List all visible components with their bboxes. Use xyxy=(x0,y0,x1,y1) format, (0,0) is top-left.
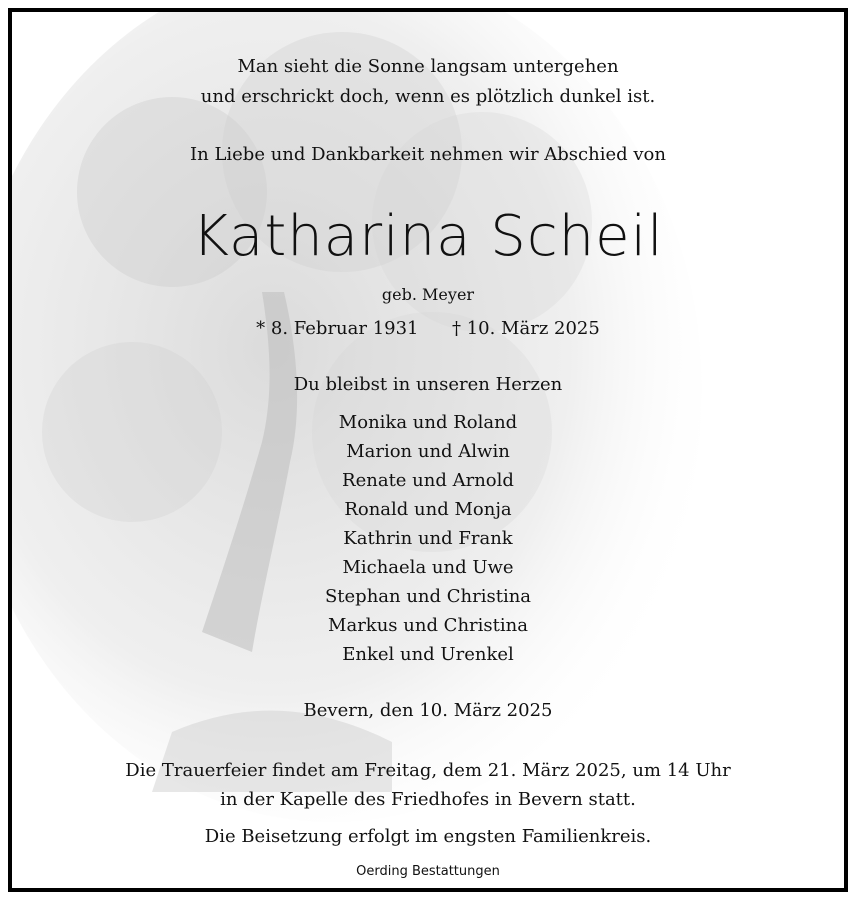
remembrance-line: Du bleibst in unseren Herzen xyxy=(293,374,563,395)
survivor-8: Markus und Christina xyxy=(328,615,528,636)
verse-line-2: und erschrickt doch, wenn es plötzlich dunkel ist. xyxy=(200,86,656,107)
burial-note: Die Beisetzung erfolgt im engsten Familienkreis. xyxy=(204,826,652,847)
survivor-2: Marion und Alwin xyxy=(346,441,510,462)
survivor-7: Stephan und Christina xyxy=(324,586,532,607)
survivor-4: Ronald und Monja xyxy=(344,499,512,520)
survivor-1: Monika und Roland xyxy=(338,412,518,433)
obituary-text xyxy=(12,12,844,888)
verse-line-1: Man sieht die Sonne langsam untergehen xyxy=(237,56,619,77)
place-date: Bevern, den 10. März 2025 xyxy=(303,700,553,721)
birth-date: * 8. Februar 1931 xyxy=(256,318,419,339)
obituary-frame xyxy=(8,8,848,892)
survivor-5: Kathrin und Frank xyxy=(343,528,513,549)
maiden-name: geb. Meyer xyxy=(381,285,475,304)
ceremony-line-1: Die Trauerfeier findet am Freitag, dem 21. März 2025, um 14 Uhr xyxy=(125,760,731,781)
life-dates xyxy=(12,318,844,339)
funeral-home: Oerding Bestattungen xyxy=(356,864,500,879)
survivor-9: Enkel und Urenkel xyxy=(342,644,514,665)
survivor-3: Renate und Arnold xyxy=(342,470,514,491)
death-date: † 10. März 2025 xyxy=(451,318,600,339)
farewell-intro: In Liebe und Dankbarkeit nehmen wir Abschied von xyxy=(190,144,666,165)
ceremony-line-2: in der Kapelle des Friedhofes in Bevern statt. xyxy=(220,789,636,810)
deceased-name: Katharina Scheil xyxy=(192,204,664,269)
survivor-6: Michaela und Uwe xyxy=(342,557,514,578)
